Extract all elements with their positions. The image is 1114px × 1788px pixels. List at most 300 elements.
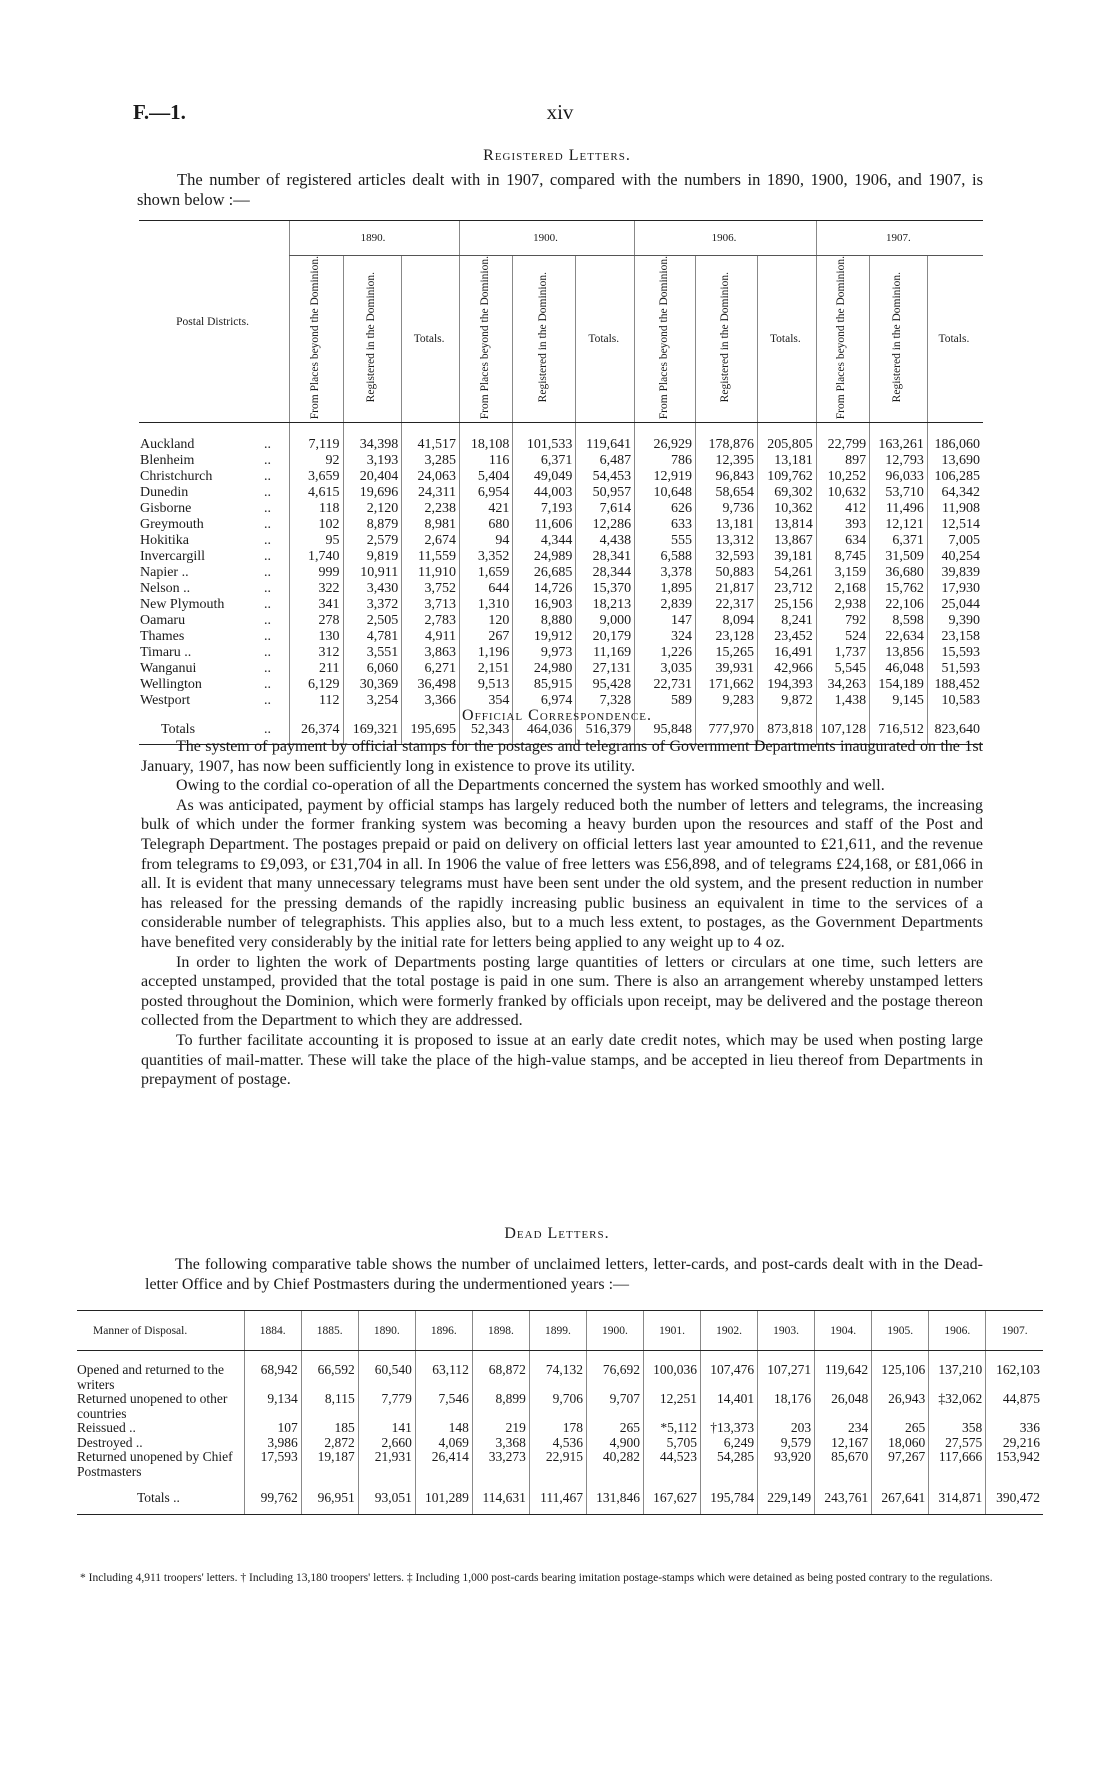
official-correspondence-title: Official Correspondence. [462, 707, 652, 724]
leader-dots: .. [263, 565, 271, 581]
table-cell: 9,513 [459, 677, 512, 693]
table-cell: 13,181 [696, 517, 758, 533]
table-cell: 3,352 [459, 549, 512, 565]
district-name: Westport [140, 693, 191, 709]
table-cell: 58,654 [696, 485, 758, 501]
table-cell: 17,930 [927, 581, 983, 597]
paragraph: As was anticipated, payment by official stamps has largely reduced both the number of letters and telegrams, the increasing bulk of which under the former franking system was becoming a heavy burden upon the resources and staff of the Post and Telegraph Department. The postages prepaid or paid on delivery on official letters last year amounted to £21,611, and the revenue from telegrams to £9,093, or £31,704 in all. In 1906 the value of free letters was £56,898, and of telegrams £24,168, or £81,066 in all. It is evident that many unnecessary telegrams must have been sent under the old system, and the present reduction in number has released for the pressing demands of the rapidly increasing public business an equivalent in time to the services of a considerable number of telegraphists. This applies also, but to a much less extent, to postages, as the Government Departments have benefited very considerably by the initial rate for letters being applied to any weight up to 4 oz. [141, 796, 983, 951]
table-cell: 13,814 [757, 517, 816, 533]
column-subheader-label: From Places beyond the Dominion. [308, 256, 321, 420]
dead-letters-table [77, 1310, 1043, 1515]
table-cell: 13,690 [927, 453, 983, 469]
table-cell: 22,799 [816, 423, 869, 454]
table-cell: 322 [290, 581, 343, 597]
table-cell: 19,912 [513, 629, 576, 645]
table-cell: 14,726 [513, 581, 576, 597]
leader-dots: .. [264, 709, 290, 745]
table-cell: 40,254 [927, 549, 983, 565]
table-cell: 14,401 [701, 1392, 758, 1421]
table-cell: 8,880 [513, 613, 576, 629]
table-cell: 85,670 [815, 1450, 872, 1479]
table-cell: 22,634 [870, 629, 928, 645]
year-header: 1896. [415, 1311, 472, 1351]
table-cell: 205,805 [757, 423, 816, 454]
table-cell: 9,872 [757, 693, 816, 709]
column-subheader [290, 256, 343, 423]
table-cell: 5,404 [459, 469, 512, 485]
table-cell: 16,491 [757, 645, 816, 661]
table-cell: 9,000 [576, 613, 635, 629]
table-cell: 1,659 [459, 565, 512, 581]
table-cell: 634 [816, 533, 869, 549]
table-cell: 12,395 [696, 453, 758, 469]
table-cell: 3,986 [244, 1436, 301, 1451]
table-cell: 1,740 [290, 549, 343, 565]
table-cell: 6,487 [576, 453, 635, 469]
disposal-label: Returned unopened to other countries [77, 1391, 228, 1421]
table-cell: 2,839 [635, 597, 696, 613]
table-cell: 19,187 [301, 1450, 358, 1479]
table-cell: 7,546 [415, 1392, 472, 1421]
table-cell: 341 [290, 597, 343, 613]
table-cell: 64,342 [927, 485, 983, 501]
table-cell: 644 [459, 581, 512, 597]
table-cell: 15,762 [870, 581, 928, 597]
year-header: 1885. [301, 1311, 358, 1351]
table-cell: 516,379 [576, 709, 635, 745]
district-name: Greymouth [140, 517, 204, 533]
table-row [77, 1363, 1043, 1392]
table-cell: 186,060 [927, 423, 983, 454]
table-cell: 39,181 [757, 549, 816, 565]
table-cell: 25,044 [927, 597, 983, 613]
table-cell: 26,414 [415, 1450, 472, 1479]
table-row [139, 423, 983, 454]
table-cell: 9,973 [513, 645, 576, 661]
table-cell: 50,957 [576, 485, 635, 501]
table-cell: 11,908 [927, 501, 983, 517]
table-cell: 23,128 [696, 629, 758, 645]
table-row [77, 1450, 1043, 1479]
table-cell: 9,134 [244, 1392, 301, 1421]
table-cell: 12,793 [870, 453, 928, 469]
dead-letters-title: Dead Letters. [504, 1225, 610, 1242]
table-cell: 148 [415, 1421, 472, 1436]
table-cell: 31,509 [870, 549, 928, 565]
table-cell: 34,398 [343, 423, 402, 454]
table-cell: 44,523 [644, 1450, 701, 1479]
table-cell: †13,373 [701, 1421, 758, 1436]
table-cell: 1,226 [635, 645, 696, 661]
table-cell: 7,614 [576, 501, 635, 517]
table-cell: 626 [635, 501, 696, 517]
leader-dots: .. [263, 645, 271, 661]
table-cell: 27,575 [929, 1436, 986, 1451]
column-subheader-label: Totals. [938, 333, 970, 346]
table-cell: 1,438 [816, 693, 869, 709]
disposal-label: Reissued .. [77, 1420, 136, 1435]
year-header: 1905. [872, 1311, 929, 1351]
table-cell: 555 [635, 533, 696, 549]
table-cell: 60,540 [358, 1363, 415, 1392]
table-cell: 18,213 [576, 597, 635, 613]
table-cell: 112 [290, 693, 343, 709]
table-cell: 278 [290, 613, 343, 629]
table-cell: 107,476 [701, 1363, 758, 1392]
table-cell: 3,713 [402, 597, 460, 613]
table-cell: 188,452 [927, 677, 983, 693]
table-cell: 195,784 [701, 1479, 758, 1514]
year-header: 1907. [986, 1311, 1043, 1351]
table-cell: 26,685 [513, 565, 576, 581]
paragraph: The system of payment by official stamps for the postages and telegrams of Government Departments inaugurated on the 1st January, 1907, has now been sufficiently long in existence to prove its utility. [141, 738, 983, 775]
table-cell: 11,606 [513, 517, 576, 533]
district-name: Oamaru [140, 613, 186, 629]
table-cell: 1,196 [459, 645, 512, 661]
table-cell: 2,660 [358, 1436, 415, 1451]
district-name: Wanganui [140, 661, 197, 677]
totals-label: Totals [139, 709, 264, 745]
table-cell: 42,966 [757, 661, 816, 677]
district-name: Wellington [140, 677, 202, 693]
table-cell: 44,875 [986, 1392, 1043, 1421]
table-cell: 8,598 [870, 613, 928, 629]
table-cell: 412 [816, 501, 869, 517]
table-cell: 30,369 [343, 677, 402, 693]
table-cell: 125,106 [872, 1363, 929, 1392]
table-cell: 3,035 [635, 661, 696, 677]
table-row [139, 581, 983, 597]
year-header: 1890. [290, 221, 460, 256]
table-cell: 12,121 [870, 517, 928, 533]
table-cell: 52,343 [459, 709, 512, 745]
table-cell: 464,036 [513, 709, 576, 745]
table-cell: 6,060 [343, 661, 402, 677]
column-subheader-label: Registered in the Dominion. [890, 272, 903, 403]
paragraph: Owing to the cordial co-operation of all the Departments concerned the system has worked smoothly and well. [176, 777, 885, 795]
table-cell: 2,674 [402, 533, 460, 549]
leader-dots: .. [263, 581, 271, 597]
table-cell: 2,938 [816, 597, 869, 613]
table-cell: 897 [816, 453, 869, 469]
table-cell: 8,899 [472, 1392, 529, 1421]
table-cell: 119,642 [815, 1363, 872, 1392]
table-cell: ‡32,062 [929, 1392, 986, 1421]
table-cell: 120 [459, 613, 512, 629]
table-cell: 15,370 [576, 581, 635, 597]
table-cell: 39,839 [927, 565, 983, 581]
table-cell: 6,974 [513, 693, 576, 709]
table-row [139, 597, 983, 613]
table-cell: 12,167 [815, 1436, 872, 1451]
dead-letters-intro: The following comparative table shows the number of unclaimed letters, letter-cards, and post-cards dealt with in the Dead-letter Office and by Chief Postmasters during the undermentioned years :— [145, 1256, 983, 1293]
table-cell: 3,159 [816, 565, 869, 581]
table-cell: 26,943 [872, 1392, 929, 1421]
registered-letters-title: Registered Letters. [483, 147, 631, 164]
table-cell: 3,254 [343, 693, 402, 709]
table-cell: 10,911 [343, 565, 402, 581]
table-row [139, 485, 983, 501]
table-cell: 74,132 [529, 1363, 586, 1392]
table-cell: 16,903 [513, 597, 576, 613]
table-cell: 154,189 [870, 677, 928, 693]
table-cell: 141 [358, 1421, 415, 1436]
table-cell: 13,856 [870, 645, 928, 661]
table-row [139, 613, 983, 629]
table-cell: 10,648 [635, 485, 696, 501]
table-cell: 49,049 [513, 469, 576, 485]
table-cell: 96,843 [696, 469, 758, 485]
leader-dots: .. [263, 437, 271, 453]
table-cell: 6,271 [402, 661, 460, 677]
table-cell: 137,210 [929, 1363, 986, 1392]
page-code: F.—1. [133, 100, 186, 124]
table-cell: 68,872 [472, 1363, 529, 1392]
table-cell: 2,872 [301, 1436, 358, 1451]
table-cell: 102 [290, 517, 343, 533]
column-subheader-label: Registered in the Dominion. [536, 272, 549, 403]
table-cell: 27,131 [576, 661, 635, 677]
year-header: 1901. [644, 1311, 701, 1351]
table-cell: 7,193 [513, 501, 576, 517]
table-cell: 6,954 [459, 485, 512, 501]
column-subheader [696, 256, 758, 423]
table-cell: 5,545 [816, 661, 869, 677]
table-cell: 119,641 [576, 423, 635, 454]
table-cell: 9,145 [870, 693, 928, 709]
table-cell: 23,712 [757, 581, 816, 597]
table-cell: 12,514 [927, 517, 983, 533]
footnotes: * Including 4,911 troopers' letters. † Including 13,180 troopers' letters. ‡ Including 1,000 post-cards bearing imitation postage-stamps which were detained as being posted contrary to the regulations. [80, 1572, 993, 1584]
table-cell: 8,745 [816, 549, 869, 565]
table-cell: 633 [635, 517, 696, 533]
table-cell: 22,731 [635, 677, 696, 693]
table-cell: 23,158 [927, 629, 983, 645]
leader-dots: .. [263, 629, 271, 645]
table-cell: 243,761 [815, 1479, 872, 1514]
table-cell: 792 [816, 613, 869, 629]
table-cell: 147 [635, 613, 696, 629]
table-cell: 4,536 [529, 1436, 586, 1451]
table-cell: 203 [758, 1421, 815, 1436]
table-cell: 7,119 [290, 423, 343, 454]
leader-dots: .. [263, 501, 271, 517]
table-cell: 265 [586, 1421, 643, 1436]
table-cell: 24,063 [402, 469, 460, 485]
table-cell: 162,103 [986, 1363, 1043, 1392]
table-cell: 95,428 [576, 677, 635, 693]
table-cell: 3,372 [343, 597, 402, 613]
table-cell: 267 [459, 629, 512, 645]
leader-dots: .. [263, 469, 271, 485]
table-cell: 101,289 [415, 1479, 472, 1514]
table-cell: 1,310 [459, 597, 512, 613]
table-cell: 823,640 [927, 709, 983, 745]
table-cell: 163,261 [870, 423, 928, 454]
table-row [139, 469, 983, 485]
table-cell: 28,341 [576, 549, 635, 565]
table-cell: 24,989 [513, 549, 576, 565]
table-cell: 3,368 [472, 1436, 529, 1451]
totals-label: Totals .. [77, 1479, 244, 1514]
table-cell: 20,404 [343, 469, 402, 485]
table-cell: 4,911 [402, 629, 460, 645]
leader-dots: .. [263, 533, 271, 549]
table-cell: 8,241 [757, 613, 816, 629]
district-name: Blenheim [140, 453, 195, 469]
table-cell: 94 [459, 533, 512, 549]
table-cell: 21,931 [358, 1450, 415, 1479]
table-cell: 10,632 [816, 485, 869, 501]
table-cell: 99,762 [244, 1479, 301, 1514]
table-cell: 19,696 [343, 485, 402, 501]
table-cell: 219 [472, 1421, 529, 1436]
table-cell: 11,910 [402, 565, 460, 581]
table-cell: 29,216 [986, 1436, 1043, 1451]
table-cell: 2,783 [402, 613, 460, 629]
table-cell: 106,285 [927, 469, 983, 485]
table-cell: 3,193 [343, 453, 402, 469]
table-cell: 23,452 [757, 629, 816, 645]
table-cell: 18,176 [758, 1392, 815, 1421]
table-cell: 95 [290, 533, 343, 549]
table-cell: 3,378 [635, 565, 696, 581]
table-row [139, 549, 983, 565]
leader-dots: .. [263, 453, 271, 469]
table-cell: 2,238 [402, 501, 460, 517]
leader-dots: .. [263, 549, 271, 565]
table-row [139, 533, 983, 549]
table-cell: 4,069 [415, 1436, 472, 1451]
leader-dots: .. [263, 661, 271, 677]
table-cell: 421 [459, 501, 512, 517]
table-cell: 7,328 [576, 693, 635, 709]
table-row [77, 1421, 1043, 1436]
disposal-label: Destroyed .. [77, 1434, 143, 1450]
table-cell: 12,919 [635, 469, 696, 485]
table-cell: 28,344 [576, 565, 635, 581]
table-cell: 9,819 [343, 549, 402, 565]
table-row [139, 517, 983, 533]
table-cell: 9,706 [529, 1392, 586, 1421]
registered-intro: The number of registered articles dealt with in 1907, compared with the numbers in 1890, 1900, 1906, and 1907, is shown below :— [137, 170, 983, 209]
table-cell: 97,267 [872, 1450, 929, 1479]
table-cell: 5,705 [644, 1436, 701, 1451]
table-cell: 96,951 [301, 1479, 358, 1514]
table-cell: 2,168 [816, 581, 869, 597]
table-cell: 66,592 [301, 1363, 358, 1392]
leader-dots: .. [263, 693, 271, 709]
table-cell: 25,156 [757, 597, 816, 613]
table-cell: 171,662 [696, 677, 758, 693]
disposal-label: Opened and returned to the writers [77, 1362, 224, 1392]
column-subheader-label: Totals. [588, 333, 620, 346]
totals-row [77, 1479, 1043, 1514]
table-cell: 2,579 [343, 533, 402, 549]
table-row [77, 1392, 1043, 1421]
column-subheader-label: Registered in the Dominion. [719, 272, 731, 403]
table-cell: 17,593 [244, 1450, 301, 1479]
table-cell: 7,779 [358, 1392, 415, 1421]
table-cell: 8,115 [301, 1392, 358, 1421]
table-cell: 524 [816, 629, 869, 645]
table-cell: 358 [929, 1421, 986, 1436]
column-subheader-label: Registered in the Dominion. [364, 272, 377, 403]
table-cell: 1,737 [816, 645, 869, 661]
table-cell: 4,438 [576, 533, 635, 549]
table-cell: 312 [290, 645, 343, 661]
table-cell: 153,942 [986, 1450, 1043, 1479]
column-subheader [576, 256, 635, 423]
column-subheader [635, 256, 696, 423]
table-cell: 265 [872, 1421, 929, 1436]
table-cell: 24,980 [513, 661, 576, 677]
table-cell: 267,641 [872, 1479, 929, 1514]
table-cell: 6,588 [635, 549, 696, 565]
table-cell: 324 [635, 629, 696, 645]
table-cell: *5,112 [644, 1421, 701, 1436]
table-cell: 92 [290, 453, 343, 469]
table-cell: 15,593 [927, 645, 983, 661]
table-cell: 680 [459, 517, 512, 533]
table-cell: 95,848 [635, 709, 696, 745]
table-cell: 22,106 [870, 597, 928, 613]
table-cell: 11,559 [402, 549, 460, 565]
table-cell: 68,942 [244, 1363, 301, 1392]
table-cell: 40,282 [586, 1450, 643, 1479]
column-subheader-label: From Places beyond the Dominion. [657, 256, 670, 420]
table-cell: 3,551 [343, 645, 402, 661]
table-cell: 39,931 [696, 661, 758, 677]
table-cell: 12,286 [576, 517, 635, 533]
table-row [139, 629, 983, 645]
table-cell: 101,533 [513, 423, 576, 454]
table-row [139, 565, 983, 581]
table-cell: 9,283 [696, 693, 758, 709]
table-cell: 85,915 [513, 677, 576, 693]
table-cell: 13,312 [696, 533, 758, 549]
table-cell: 15,265 [696, 645, 758, 661]
leader-dots: .. [263, 613, 271, 629]
table-cell: 13,181 [757, 453, 816, 469]
table-cell: 8,094 [696, 613, 758, 629]
district-name: Hokitika [140, 533, 189, 549]
table-cell: 6,249 [701, 1436, 758, 1451]
column-subheader [459, 256, 512, 423]
table-cell: 118 [290, 501, 343, 517]
year-header: 1904. [815, 1311, 872, 1351]
column-subheader [927, 256, 983, 423]
column-subheader [870, 256, 928, 423]
table-cell: 22,915 [529, 1450, 586, 1479]
table-cell: 229,149 [758, 1479, 815, 1514]
table-cell: 10,362 [757, 501, 816, 517]
district-name: Thames [140, 629, 185, 645]
district-name: Dunedin [140, 485, 189, 501]
table-cell: 2,505 [343, 613, 402, 629]
year-header: 1903. [758, 1311, 815, 1351]
table-cell: 194,393 [757, 677, 816, 693]
manner-of-disposal-header: Manner of Disposal. [77, 1311, 244, 1351]
table-cell: 4,615 [290, 485, 343, 501]
district-name: New Plymouth [140, 597, 225, 613]
table-row [77, 1436, 1043, 1451]
table-cell: 107,128 [816, 709, 869, 745]
table-cell: 54,453 [576, 469, 635, 485]
table-row [139, 453, 983, 469]
table-cell: 8,981 [402, 517, 460, 533]
district-name: Auckland [140, 437, 195, 453]
